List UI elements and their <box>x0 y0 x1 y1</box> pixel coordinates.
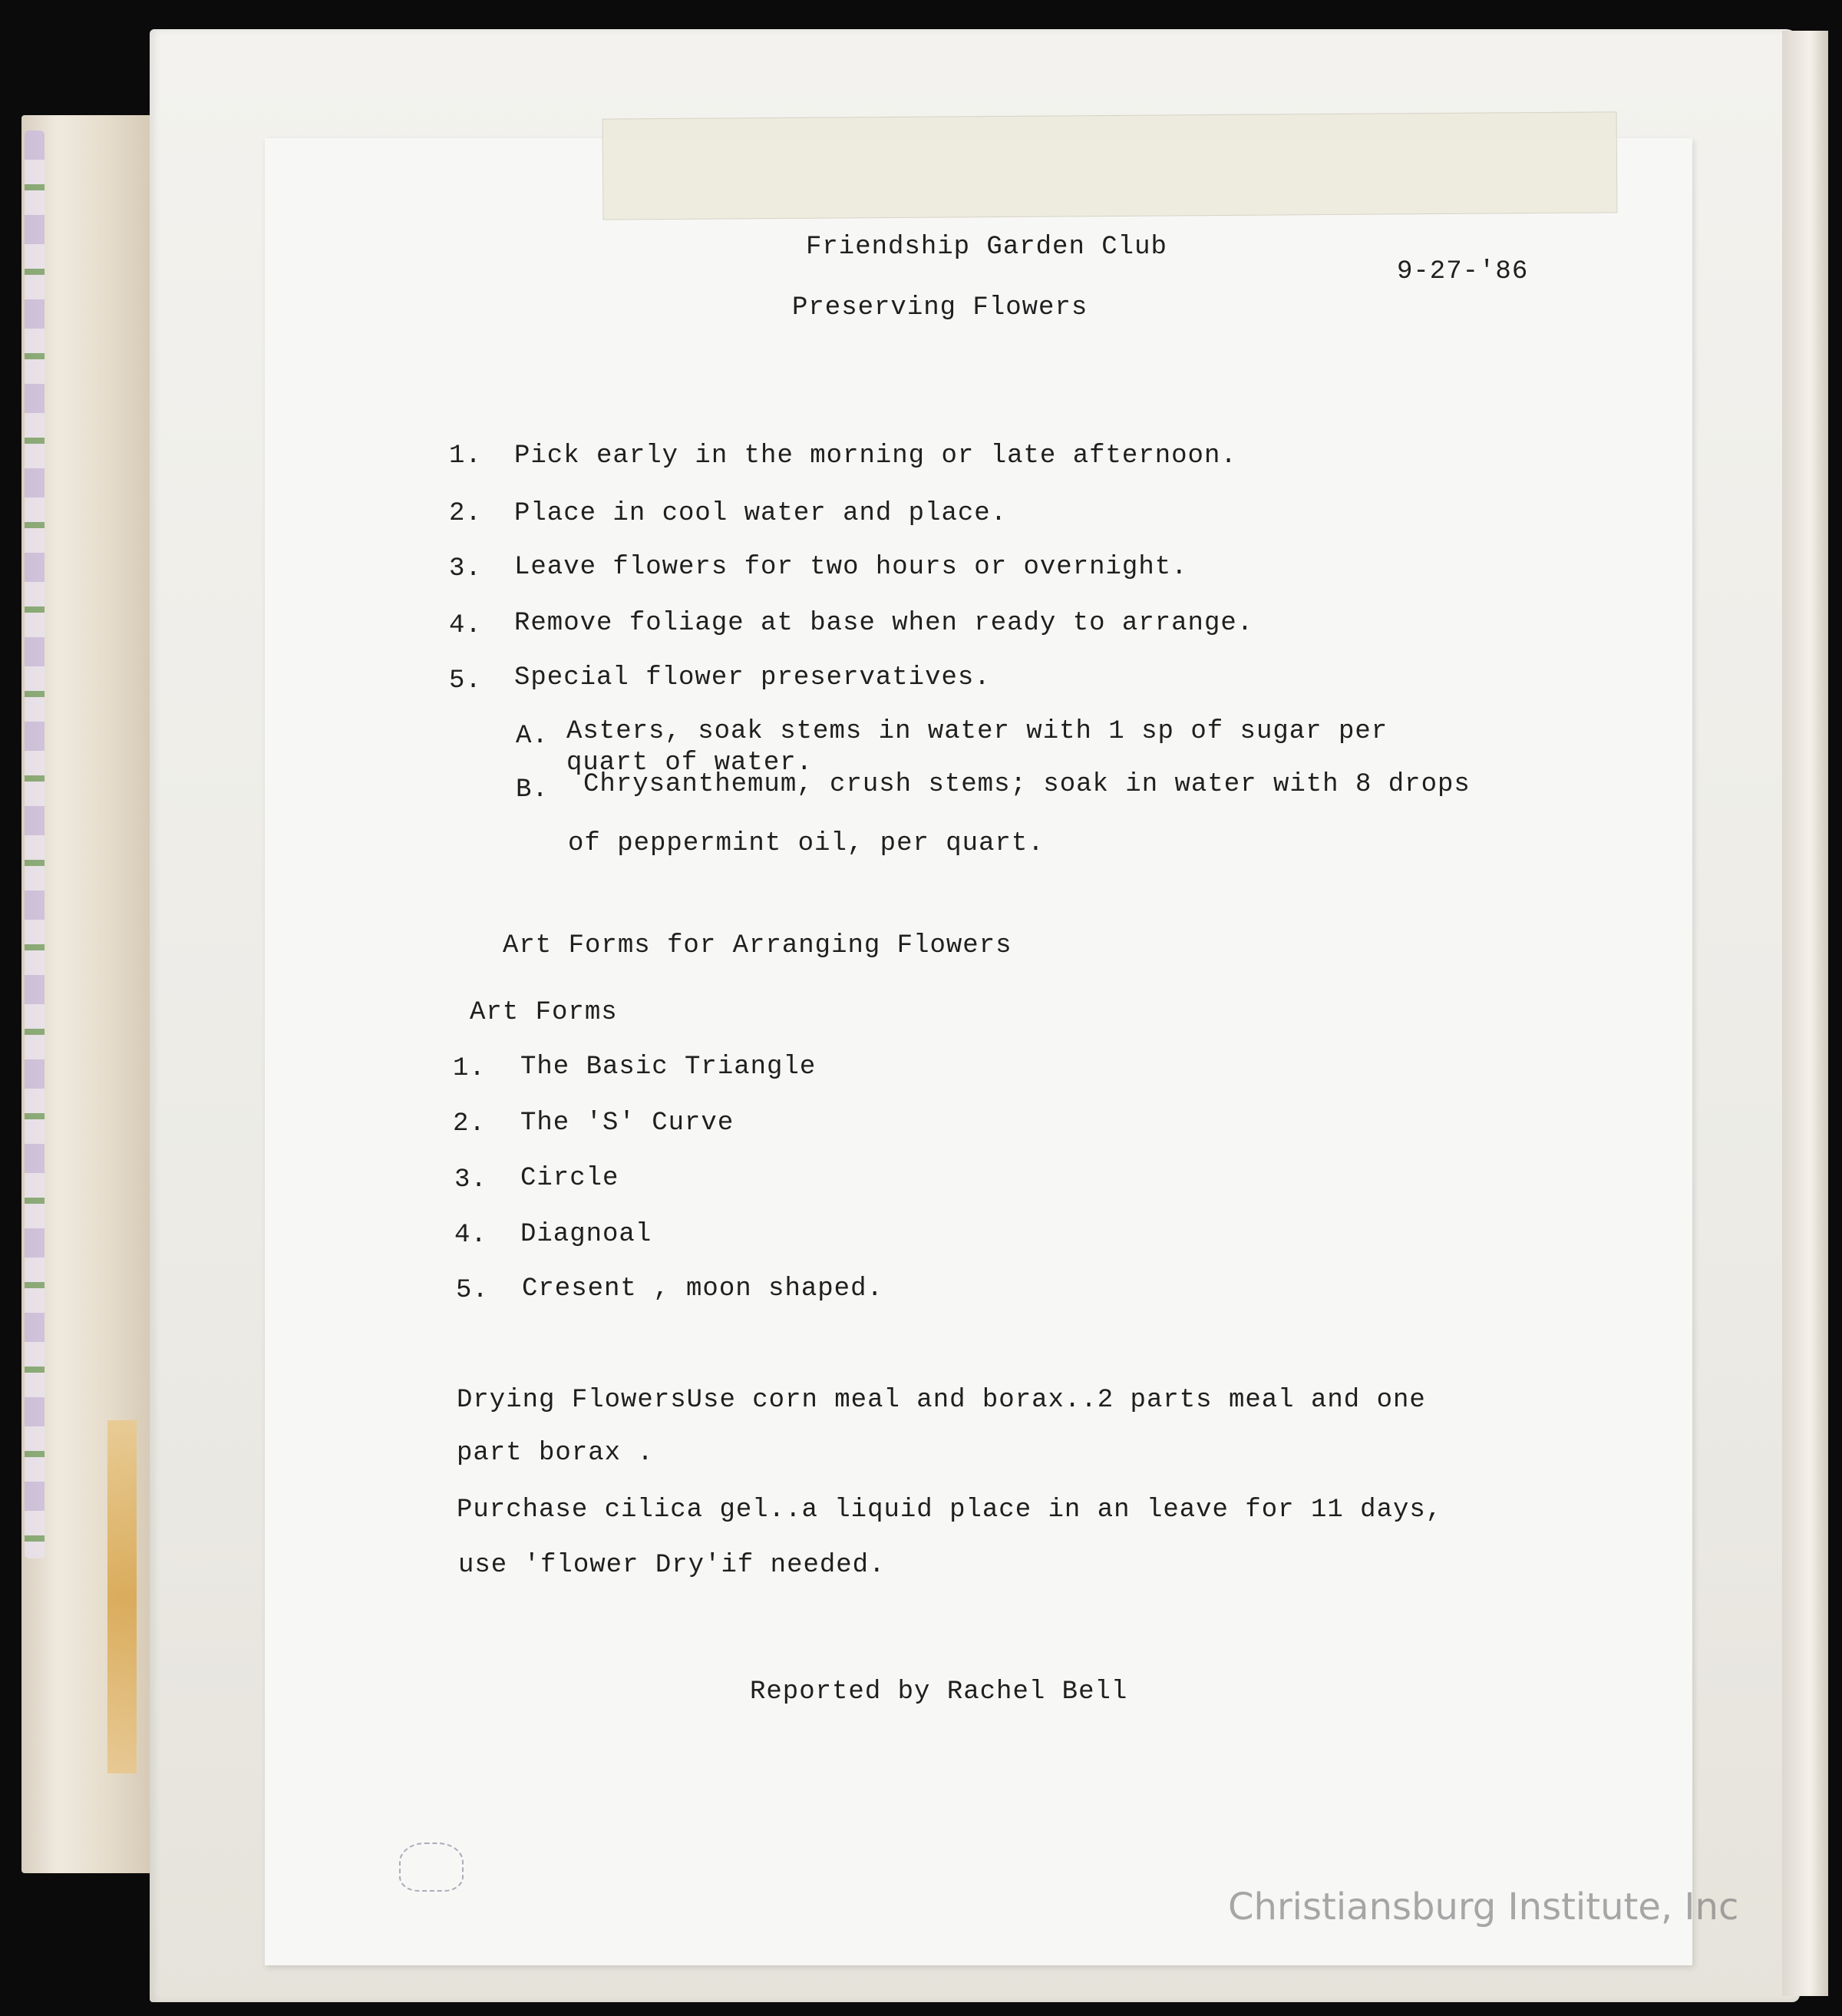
art-form-number: 1. <box>453 1054 486 1083</box>
sub-step-line: Chrysanthemum, crush stems; soak in water with 8 drops <box>583 770 1471 799</box>
right-page-edge <box>1782 31 1828 1996</box>
paper-stain <box>107 1420 137 1773</box>
step-text: Remove foliage at base when ready to arrange. <box>514 609 1254 638</box>
art-form-text: The Basic Triangle <box>520 1053 817 1082</box>
watermark: Christiansburg Institute, Inc <box>1228 1885 1739 1928</box>
drying-line: use 'flower Dry'if needed. <box>458 1551 886 1580</box>
sub-step-line: of peppermint oil, per quart. <box>568 829 1045 858</box>
sub-step-line: Asters, soak stems in water with 1 sp of sugar per <box>566 717 1388 746</box>
drying-line: Purchase cilica gel..a liquid place in an leave for 11 days, <box>457 1495 1443 1525</box>
report-date: 9-27-'86 <box>1397 257 1529 286</box>
step-text: Place in cool water and place. <box>514 499 1008 528</box>
drying-line: Drying FlowersUse corn meal and borax..2 parts meal and one <box>457 1386 1426 1415</box>
art-form-text: Diagnoal <box>520 1220 652 1249</box>
masking-tape <box>602 111 1618 220</box>
album-cover-pattern <box>25 131 45 1558</box>
reporter-signature-line: Reported by Rachel Bell <box>750 1677 1128 1707</box>
step-number: 4. <box>449 611 482 640</box>
art-form-number: 3. <box>454 1165 487 1195</box>
sub-step-letter: B. <box>516 775 549 805</box>
page-title: Preserving Flowers <box>792 293 1088 322</box>
faint-stamp-mark <box>399 1842 464 1892</box>
step-text: Pick early in the morning or late afternoon. <box>514 441 1237 471</box>
art-form-text: Circle <box>520 1164 619 1193</box>
art-form-text: Cresent , moon shaped. <box>522 1274 883 1304</box>
step-number: 5. <box>449 666 482 696</box>
sub-step-letter: A. <box>516 722 549 751</box>
art-form-text: The 'S' Curve <box>520 1109 734 1138</box>
art-form-number: 5. <box>456 1276 489 1305</box>
section-heading: Art Forms for Arranging Flowers <box>503 931 1012 960</box>
step-number: 2. <box>449 499 482 528</box>
club-name: Friendship Garden Club <box>806 233 1167 262</box>
art-form-number: 2. <box>453 1109 486 1139</box>
section-subheading: Art Forms <box>470 998 618 1027</box>
step-text: Leave flowers for two hours or overnight. <box>514 553 1188 582</box>
drying-line: part borax . <box>457 1439 654 1468</box>
art-form-number: 4. <box>454 1221 487 1250</box>
step-text: Special flower preservatives. <box>514 663 991 692</box>
step-number: 1. <box>449 441 482 471</box>
step-number: 3. <box>449 554 482 583</box>
sub-step-line: quart of water. <box>566 749 814 778</box>
